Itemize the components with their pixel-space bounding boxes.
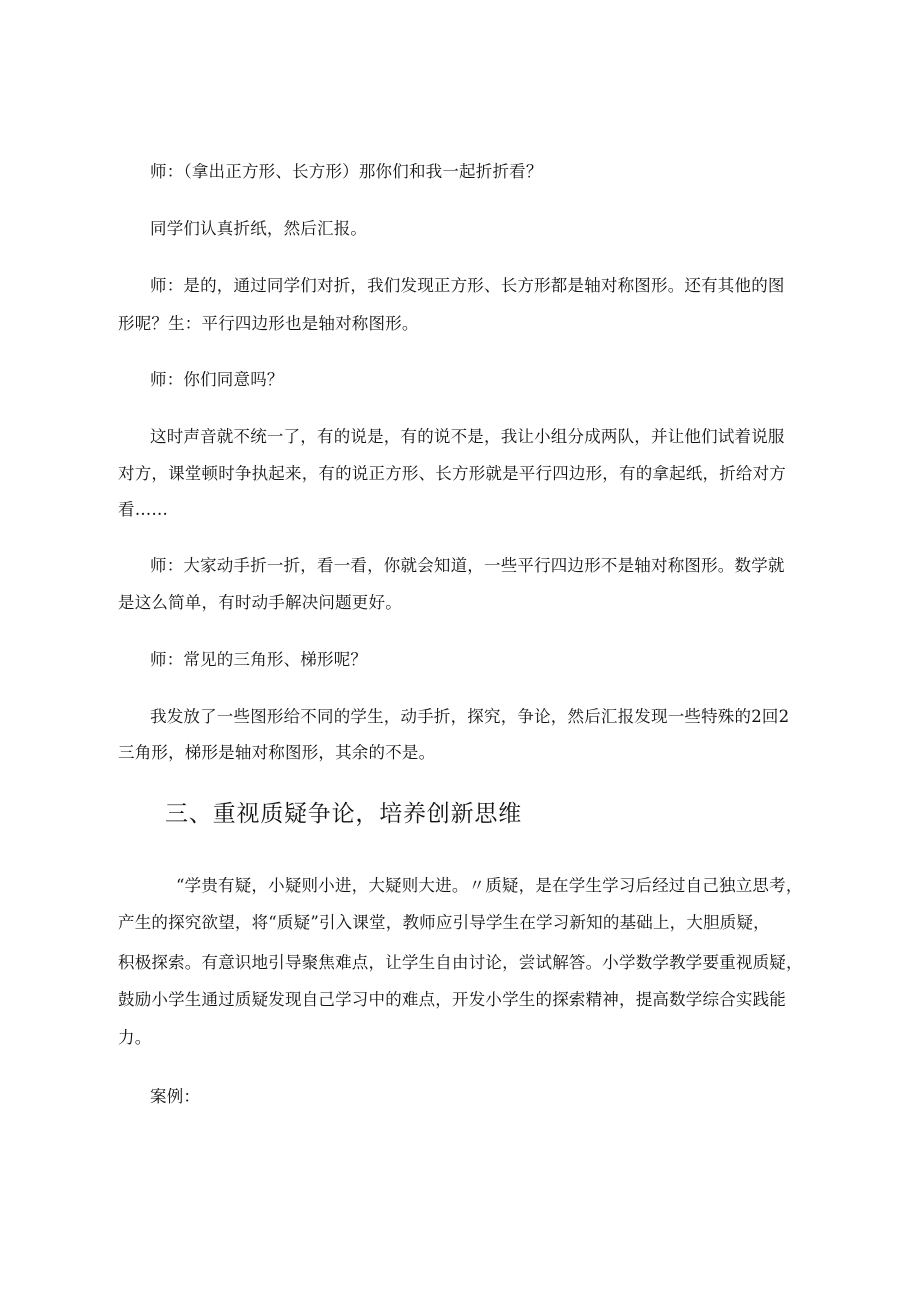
paragraph-question-line5: 力。	[118, 1028, 152, 1047]
paragraph-teacher-triangle: 师：常见的三角形、梯形呢？	[150, 650, 368, 669]
paragraph-teacher-discover-line2: 形呢？生：平行四边形也是轴对称图形。	[118, 314, 419, 333]
section-heading: 三、重视质疑争论，培养创新思维	[165, 801, 522, 827]
paragraph-question-line1: “学贵有疑，小疑则小进，大疑则大进。〃质疑，是在学生学习后经过自己独立思考，	[176, 876, 803, 895]
paragraph-teacher-hands-on-line1: 师：大家动手折一折，看一看，你就会知道，一些平行四边形不是轴对称图形。数学就	[150, 556, 785, 575]
case-label: 案例：	[150, 1087, 201, 1106]
paragraph-distribute-line1: 我发放了一些图形给不同的学生，动手折，探究，争论，然后汇报发现一些特殊的2回2	[150, 707, 790, 726]
paragraph-debate-line2: 对方，课堂顿时争执起来，有的说正方形、长方形就是平行四边形，有的拿起纸，折给对方	[118, 464, 786, 483]
paragraph-question-line2: 产生的探究欲望，将“质疑”引入课堂，教师应引导学生在学习新知的基础上，大胆质疑，	[118, 913, 770, 932]
paragraph-debate-line1: 这时声音就不统一了，有的说是，有的说不是，我让小组分成两队，并让他们试着说服	[150, 427, 785, 446]
paragraph-students-fold: 同学们认真折纸，然后汇报。	[150, 219, 368, 238]
paragraph-teacher-agree: 师：你们同意吗？	[150, 370, 284, 389]
paragraph-question-line4: 鼓励小学生通过质疑发现自己学习中的难点，开发小学生的探索精神，提高数学综合实践能	[118, 990, 786, 1009]
paragraph-distribute-line2: 三角形，梯形是轴对称图形，其余的不是。	[118, 743, 436, 762]
paragraph-question-line3: 积极探索。有意识地引导聚焦难点，让学生自由讨论，尝试解答。小学数学教学要重视质疑，	[118, 953, 803, 972]
paragraph-teacher-hands-on-line2: 是这么简单，有时动手解决问题更好。	[118, 593, 402, 612]
paragraph-teacher-discover-line1: 师：是的，通过同学们对折，我们发现正方形、长方形都是轴对称图形。还有其他的图	[150, 276, 785, 295]
paragraph-debate-line3: 看……	[118, 500, 169, 519]
paragraph-teacher-fold: 师：（拿出正方形、长方形）那你们和我一起折折看？	[150, 162, 543, 181]
